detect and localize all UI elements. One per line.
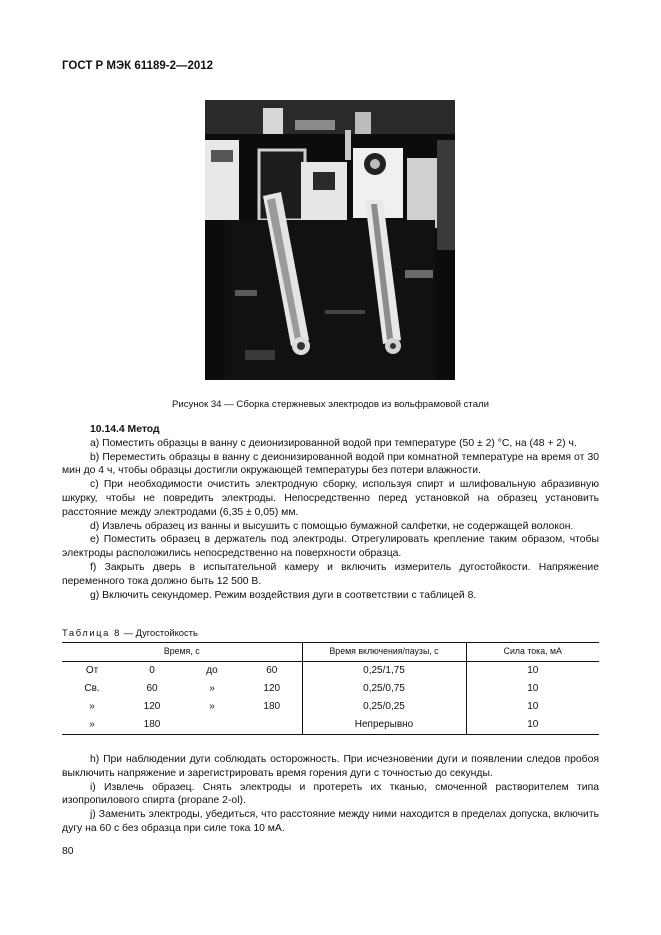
header-time: Время, с — [62, 643, 302, 662]
paragraph-c: c) При необходимости очистить электродную сборку, используя спирт и шлифовальную абразивную шкурку, чтобы не повредить электроды. Непосредственно перед установкой на образец установить расстояние между электродами (6,35 ± 0,05) мм. — [62, 479, 599, 518]
arc-resistance-table — [62, 642, 599, 735]
table-row — [62, 698, 599, 716]
paragraph-i: i) Извлечь образец. Снять электроды и протереть их тканью, смоченной растворителем типа изопропилового спирта (propane 2-ol). — [62, 781, 599, 807]
paragraph-j: j) Заменить электроды, убедиться, что расстояние между ними находится в пределах допуска, включить дугу на 60 с без образца при силе тока 10 мА. — [62, 809, 599, 834]
cell-to: 120 — [263, 683, 281, 695]
table-caption: — Дугостойкость — [120, 627, 198, 638]
electrode-assembly-photo — [205, 100, 455, 380]
cell-from: 60 — [146, 683, 158, 695]
cell-cycle: 0,25/1,75 — [302, 662, 466, 681]
cell-from: 180 — [122, 716, 182, 735]
post-table-section — [62, 753, 599, 836]
paragraph-f: f) Закрыть дверь в испытательной камеру и включить измеритель дугостойкости. Напряжение переменного тока должно быть 12 500 В. — [62, 561, 599, 587]
header-cycle: Время включения/паузы, с — [302, 643, 466, 662]
table-row — [62, 716, 599, 735]
table-row — [62, 662, 599, 681]
cell-pre: » — [89, 701, 95, 713]
cell-from: 0 — [149, 665, 155, 677]
paragraph-a: a) Поместить образцы в ванну с деионизированной водой при температуре (50 ± 2) °С, на (48 + 2) ч. — [90, 437, 577, 449]
table-row — [62, 680, 599, 698]
cell-current: 10 — [466, 716, 599, 735]
table-label: Таблица 8 — [62, 627, 121, 638]
paragraph-b: b) Переместить образцы в ванну с деионизированной водой при комнатной температуре на время от 30 мин до 4 ч, чтобы образцы достигли окружающей температуры без потери влажности. — [62, 451, 599, 477]
method-section — [62, 423, 599, 602]
cell-current: 10 — [466, 662, 599, 681]
cell-pre: От — [85, 665, 99, 677]
cell-to: 60 — [266, 665, 278, 677]
paragraph-e: e) Поместить образец в держатель под электроды. Отрегулировать крепление таким образом, чтобы электроды расположились непосредственно на поверхности образца. — [62, 534, 599, 560]
cell-cycle: 0,25/0,75 — [302, 680, 466, 698]
cell-mid — [182, 716, 242, 735]
cell-current: 10 — [466, 680, 599, 698]
document-header: ГОСТ Р МЭК 61189-2—2012 — [62, 60, 214, 72]
cell-mid: до — [206, 665, 218, 677]
cell-cycle: Непрерывно — [302, 716, 466, 735]
header-current: Сила тока, мА — [466, 643, 599, 662]
table-title — [62, 626, 198, 640]
cell-to: 180 — [263, 701, 281, 713]
paragraph-g: g) Включить секундомер. Режим воздействия дуги в соответствии с таблицей 8. — [90, 589, 477, 601]
cell-mid: » — [209, 683, 215, 695]
cell-mid: » — [209, 701, 215, 713]
cell-cycle: 0,25/0,25 — [302, 698, 466, 716]
paragraph-h: h) При наблюдении дуги соблюдать осторожность. При исчезновении дуги и появлении следов пробоя выключить напряжение и зарегистрировать время горения дуги с точностью до секунды. — [62, 754, 599, 779]
table-header-row — [62, 643, 599, 662]
cell-current: 10 — [466, 698, 599, 716]
section-title: 10.14.4 Метод — [90, 424, 160, 435]
paragraph-d: d) Извлечь образец из ванны и высушить с помощью бумажной салфетки, не содержащей волокон. — [90, 520, 574, 532]
cell-pre: » — [62, 716, 122, 735]
cell-from: 120 — [143, 701, 161, 713]
cell-to — [242, 716, 302, 735]
figure-caption: Рисунок 34 — Сборка стержневых электродов из вольфрамовой стали — [171, 399, 490, 410]
page-number: 80 — [62, 846, 74, 857]
cell-pre: Св. — [84, 683, 100, 695]
